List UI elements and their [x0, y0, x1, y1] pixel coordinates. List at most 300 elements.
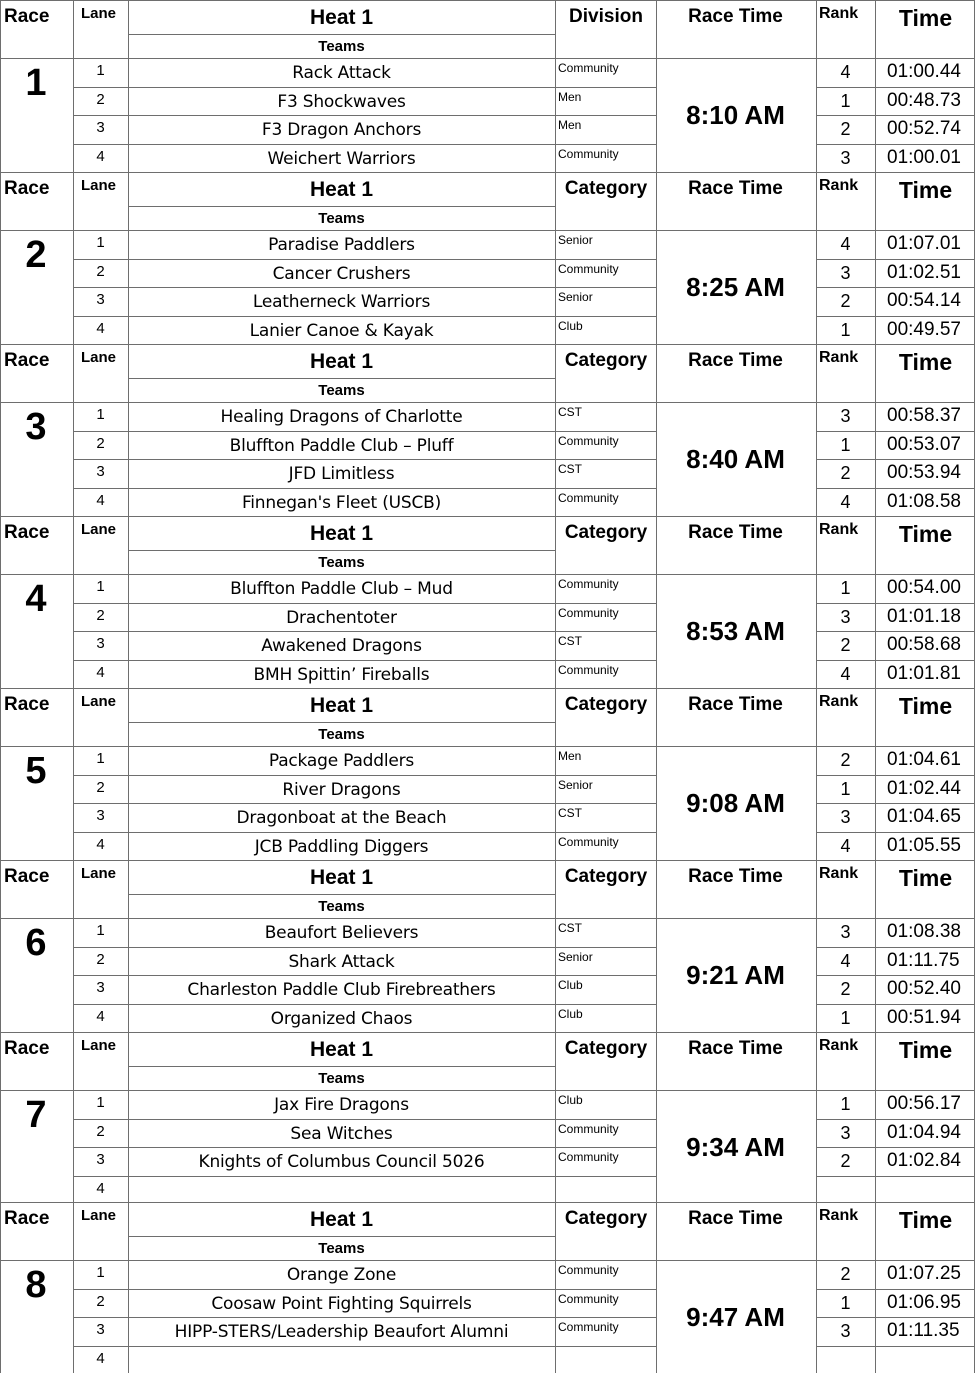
division-label: Community [558, 146, 619, 161]
column-border [816, 688, 817, 860]
row-divider [816, 87, 975, 88]
block-top-border [0, 1202, 975, 1203]
row-divider [73, 1004, 656, 1005]
column-border [0, 1032, 1, 1204]
rank-value: 3 [840, 406, 851, 426]
race-header: Race [4, 178, 50, 199]
division-label: Community [558, 605, 619, 620]
header-bottom-border [0, 1090, 975, 1091]
team-name: JFD Limitless [288, 464, 395, 485]
lane-number: 4 [96, 491, 105, 509]
finish-time: 00:53.07 [887, 433, 961, 455]
row-divider [73, 316, 656, 317]
division-label: Community [558, 61, 619, 75]
division-header: Category [564, 1208, 648, 1229]
race-time-header: Race Time [688, 694, 783, 715]
lane-number: 1 [96, 578, 105, 595]
lane-number: 2 [96, 1122, 105, 1140]
row-divider [816, 775, 975, 776]
team-name: Healing Dragons of Charlotte [220, 407, 463, 427]
column-border [555, 1202, 556, 1373]
finish-time: 01:04.65 [887, 806, 961, 828]
finish-time: 01:07.25 [887, 1263, 961, 1284]
team-name: Beaufort Believers [264, 923, 419, 943]
teams-header: Teams [318, 38, 365, 55]
race-time-header: Race Time [688, 522, 783, 543]
rank-value: 1 [840, 90, 851, 111]
heat-divider [128, 34, 555, 35]
lane-number: 4 [96, 1007, 105, 1025]
column-border [875, 1032, 876, 1204]
lane-number: 3 [96, 291, 105, 309]
header-bottom-border [0, 230, 975, 231]
row-divider [816, 947, 975, 948]
lane-header: Lane [81, 177, 117, 194]
heat-header: Heat 1 [309, 694, 374, 717]
team-name: BMH Spittin’ Fireballs [253, 664, 430, 685]
division-label: CST [558, 462, 582, 477]
division-label: Men [558, 749, 582, 763]
rank-value: 3 [840, 606, 851, 627]
time-header: Time [898, 693, 953, 719]
finish-time: 00:56.17 [887, 1093, 961, 1114]
row-divider [816, 488, 975, 489]
division-label: Community [558, 261, 619, 276]
rank-value: 3 [840, 1122, 851, 1143]
row-divider [73, 803, 656, 804]
column-border [0, 516, 1, 688]
race-header: Race [4, 1038, 50, 1059]
column-border [875, 1202, 876, 1373]
finish-time: 01:05.55 [887, 834, 961, 856]
race-time-header: Race Time [688, 1208, 783, 1229]
teams-header: Teams [318, 726, 365, 743]
race-number: 7 [25, 1094, 47, 1136]
row-divider [816, 803, 975, 804]
team-name: JCB Paddling Diggers [254, 836, 429, 857]
team-name: Bluffton Paddle Club – Pluff [229, 435, 454, 456]
column-border [875, 344, 876, 516]
lane-number: 3 [96, 1151, 105, 1169]
team-name: Organized Chaos [270, 1008, 413, 1029]
race-start-time: 8:53 AM [686, 616, 785, 646]
row-divider [816, 1346, 975, 1347]
finish-time: 01:08.38 [887, 921, 961, 942]
race-time-header: Race Time [688, 1038, 783, 1059]
lane-number: 1 [96, 406, 105, 423]
race-number: 1 [25, 62, 47, 104]
division-label: Senior [558, 777, 593, 792]
row-divider [73, 1317, 656, 1318]
finish-time: 01:00.01 [887, 146, 961, 168]
row-divider [73, 87, 656, 88]
lane-number: 3 [96, 463, 105, 481]
race-number: 4 [25, 578, 47, 620]
rank-value: 4 [840, 62, 851, 82]
row-divider [73, 775, 656, 776]
finish-time: 01:07.01 [887, 233, 961, 254]
team-name: Charleston Paddle Club Firebreathers [187, 980, 496, 1001]
lane-number: 2 [96, 90, 105, 108]
time-header: Time [898, 1207, 953, 1233]
row-divider [816, 631, 975, 632]
row-divider [816, 459, 975, 460]
teams-header: Teams [318, 382, 365, 399]
column-border [555, 0, 556, 172]
time-header: Time [898, 177, 953, 203]
heat-divider [128, 1236, 555, 1237]
rank-header: Rank [819, 1207, 859, 1224]
column-border [73, 172, 74, 344]
lane-number: 1 [96, 234, 105, 251]
team-name: Cancer Crushers [272, 263, 411, 284]
race-header: Race [4, 350, 50, 371]
column-border [875, 688, 876, 860]
heat-divider [128, 1066, 555, 1067]
time-header: Time [898, 5, 953, 31]
time-header: Time [898, 349, 953, 375]
division-label: Men [558, 89, 582, 104]
time-header: Time [898, 1037, 953, 1063]
row-divider [816, 316, 975, 317]
team-name: Rack Attack [292, 63, 391, 83]
rank-header: Rank [819, 865, 859, 882]
finish-time: 00:58.37 [887, 405, 961, 426]
race-time-header: Race Time [688, 866, 783, 887]
column-border [0, 344, 1, 516]
lane-number: 1 [96, 750, 105, 767]
column-border [875, 0, 876, 172]
row-divider [73, 431, 656, 432]
race-header: Race [4, 694, 50, 715]
team-name: Dragonboat at the Beach [236, 808, 447, 829]
column-border [555, 1032, 556, 1204]
row-divider [73, 1176, 656, 1177]
division-label: Senior [558, 233, 593, 247]
rank-value: 4 [840, 491, 851, 512]
division-header: Category [564, 522, 648, 543]
column-border [656, 516, 657, 688]
division-label: CST [558, 405, 582, 419]
column-border [73, 688, 74, 860]
team-name: F3 Dragon Anchors [261, 120, 422, 141]
column-border [555, 344, 556, 516]
column-border [128, 688, 129, 860]
team-name: Orange Zone [286, 1265, 397, 1285]
heat-header: Heat 1 [309, 6, 374, 29]
time-header: Time [898, 521, 953, 547]
lane-number: 1 [96, 922, 105, 939]
division-label: Club [558, 1093, 583, 1107]
division-label: CST [558, 921, 582, 935]
column-border [816, 860, 817, 1032]
rank-value: 3 [840, 807, 851, 828]
rank-value: 3 [840, 922, 851, 942]
team-name: Awakened Dragons [261, 636, 422, 657]
rank-value: 4 [840, 234, 851, 254]
division-header: Category [564, 694, 648, 715]
column-border [73, 0, 74, 172]
lane-header: Lane [81, 521, 117, 538]
division-label: Community [558, 1291, 619, 1306]
race-start-time: 8:10 AM [686, 100, 785, 130]
lane-number: 2 [96, 1292, 105, 1310]
row-divider [73, 1346, 656, 1347]
header-bottom-border [0, 574, 975, 575]
team-name: Paradise Paddlers [268, 235, 415, 255]
row-divider [816, 1176, 975, 1177]
team-name: Finnegan's Fleet (USCB) [241, 492, 442, 513]
finish-time: 01:02.84 [887, 1150, 961, 1172]
rank-header: Rank [819, 177, 859, 194]
header-bottom-border [0, 746, 975, 747]
lane-number: 4 [96, 1179, 105, 1197]
column-border [0, 1202, 1, 1373]
column-border [816, 1202, 817, 1373]
column-border [656, 0, 657, 172]
row-divider [73, 115, 656, 116]
column-border [73, 344, 74, 516]
finish-time: 00:49.57 [887, 318, 961, 340]
division-label: Community [558, 662, 619, 677]
division-label: Community [558, 1121, 619, 1136]
team-name: Coosaw Point Fighting Squirrels [211, 1293, 472, 1314]
teams-header: Teams [318, 1240, 365, 1257]
row-divider [816, 603, 975, 604]
rank-header: Rank [819, 5, 859, 22]
block-top-border [0, 344, 975, 345]
finish-time: 01:04.94 [887, 1121, 961, 1143]
block-top-border [0, 172, 975, 173]
race-number: 3 [25, 406, 47, 448]
race-time-header: Race Time [688, 178, 783, 199]
column-border [875, 172, 876, 344]
division-header: Category [564, 1038, 648, 1059]
row-divider [73, 459, 656, 460]
team-name: Shark Attack [288, 951, 395, 972]
heat-divider [128, 894, 555, 895]
rank-header: Rank [819, 693, 859, 710]
division-label: Club [558, 318, 583, 333]
division-label: Club [558, 978, 583, 993]
division-label: Senior [558, 290, 593, 305]
rank-value: 1 [840, 578, 851, 598]
row-divider [816, 832, 975, 833]
column-border [656, 344, 657, 516]
rank-value: 4 [840, 835, 851, 856]
finish-time: 00:58.68 [887, 634, 961, 656]
team-name: Weichert Warriors [267, 148, 416, 169]
column-border [656, 860, 657, 1032]
column-border [128, 344, 129, 516]
lane-number: 3 [96, 1321, 105, 1339]
lane-number: 4 [96, 1349, 105, 1367]
rank-value: 2 [840, 1264, 851, 1284]
division-header: Category [564, 178, 648, 199]
column-border [656, 172, 657, 344]
header-bottom-border [0, 1260, 975, 1261]
lane-number: 4 [96, 835, 105, 853]
rank-value: 3 [840, 147, 851, 168]
finish-time: 01:01.81 [887, 662, 961, 684]
row-divider [73, 1119, 656, 1120]
rank-value: 2 [840, 463, 851, 484]
time-header: Time [898, 865, 953, 891]
finish-time: 01:01.18 [887, 605, 961, 627]
column-border [816, 0, 817, 172]
finish-time: 01:11.75 [887, 949, 960, 971]
column-border [128, 0, 129, 172]
lane-header: Lane [81, 349, 117, 366]
column-border [128, 172, 129, 344]
column-border [875, 860, 876, 1032]
lane-number: 1 [96, 1094, 105, 1111]
rank-value: 2 [840, 635, 851, 656]
rank-value: 3 [840, 262, 851, 283]
team-name: Bluffton Paddle Club – Mud [230, 579, 453, 599]
rank-header: Rank [819, 349, 859, 366]
header-bottom-border [0, 918, 975, 919]
team-name: River Dragons [282, 779, 401, 800]
finish-time: 01:02.44 [887, 777, 961, 799]
finish-time: 01:00.44 [887, 61, 961, 82]
lane-header: Lane [81, 5, 117, 22]
row-divider [816, 259, 975, 260]
lane-number: 1 [96, 1264, 105, 1281]
team-name: Sea Witches [290, 1123, 393, 1144]
team-name: Drachentoter [286, 607, 397, 628]
rank-value: 2 [840, 979, 851, 1000]
lane-number: 4 [96, 147, 105, 165]
column-border [875, 516, 876, 688]
finish-time: 00:53.94 [887, 462, 961, 484]
row-divider [73, 947, 656, 948]
heat-header: Heat 1 [309, 350, 374, 373]
column-border [73, 860, 74, 1032]
race-header: Race [4, 522, 50, 543]
row-divider [816, 1317, 975, 1318]
race-header: Race [4, 6, 50, 27]
row-divider [73, 660, 656, 661]
race-start-time: 9:47 AM [686, 1302, 785, 1332]
finish-time: 00:48.73 [887, 89, 961, 111]
row-divider [816, 144, 975, 145]
header-bottom-border [0, 402, 975, 403]
column-border [73, 1032, 74, 1204]
division-header: Category [564, 350, 648, 371]
rank-value: 4 [840, 950, 851, 971]
column-border [128, 1202, 129, 1373]
heat-divider [128, 378, 555, 379]
race-number: 5 [25, 750, 47, 792]
division-label: Community [558, 433, 619, 448]
division-header: Division [569, 6, 643, 27]
race-start-time: 8:40 AM [686, 444, 785, 474]
race-start-time: 8:25 AM [686, 272, 785, 302]
lane-number: 4 [96, 663, 105, 681]
heat-divider [128, 550, 555, 551]
rank-value: 4 [840, 663, 851, 684]
column-border [0, 172, 1, 344]
row-divider [816, 1147, 975, 1148]
finish-time: 01:06.95 [887, 1291, 961, 1313]
row-divider [816, 287, 975, 288]
column-border [73, 516, 74, 688]
lane-number: 4 [96, 319, 105, 337]
column-border [73, 1202, 74, 1373]
team-name: Jax Fire Dragons [274, 1095, 409, 1115]
row-divider [816, 115, 975, 116]
rank-value: 1 [840, 434, 851, 455]
row-divider [73, 144, 656, 145]
rank-value: 1 [840, 319, 851, 340]
race-number: 6 [25, 922, 47, 964]
finish-time: 00:52.74 [887, 118, 961, 140]
row-divider [816, 1004, 975, 1005]
heat-header: Heat 1 [309, 1208, 374, 1231]
row-divider [816, 1119, 975, 1120]
race-header: Race [4, 866, 50, 887]
division-label: Community [558, 1150, 619, 1165]
column-border [656, 1202, 657, 1373]
header-bottom-border [0, 58, 975, 59]
heat-header: Heat 1 [309, 866, 374, 889]
race-start-time: 9:08 AM [686, 788, 785, 818]
column-border [128, 516, 129, 688]
rank-value: 2 [840, 119, 851, 140]
finish-time: 01:11.35 [887, 1320, 960, 1342]
column-border [555, 860, 556, 1032]
rank-value: 1 [840, 1007, 851, 1028]
finish-time: 00:52.40 [887, 978, 961, 1000]
block-top-border [0, 860, 975, 861]
teams-header: Teams [318, 210, 365, 227]
finish-time: 01:08.58 [887, 490, 961, 512]
row-divider [73, 488, 656, 489]
finish-time: 01:02.51 [887, 261, 961, 283]
division-label: Club [558, 1006, 583, 1021]
team-name: Lanier Canoe & Kayak [249, 320, 434, 341]
row-divider [73, 603, 656, 604]
finish-time: 01:04.61 [887, 749, 961, 770]
column-border [0, 860, 1, 1032]
finish-time: 00:54.00 [887, 577, 961, 598]
rank-value: 2 [840, 291, 851, 312]
lane-header: Lane [81, 693, 117, 710]
row-divider [73, 259, 656, 260]
column-border [555, 516, 556, 688]
lane-number: 1 [96, 62, 105, 79]
row-divider [73, 631, 656, 632]
row-divider [73, 832, 656, 833]
race-number: 8 [25, 1264, 47, 1306]
block-top-border [0, 0, 975, 1]
race-number: 2 [25, 234, 47, 276]
column-border [555, 172, 556, 344]
lane-number: 3 [96, 635, 105, 653]
team-name: F3 Shockwaves [277, 91, 406, 112]
lane-header: Lane [81, 865, 117, 882]
team-name: Package Paddlers [268, 751, 415, 771]
row-divider [73, 287, 656, 288]
lane-number: 2 [96, 950, 105, 968]
rank-value: 1 [840, 778, 851, 799]
lane-number: 3 [96, 979, 105, 997]
column-border [0, 688, 1, 860]
column-border [816, 344, 817, 516]
division-label: CST [558, 634, 582, 649]
rank-value: 1 [840, 1292, 851, 1313]
